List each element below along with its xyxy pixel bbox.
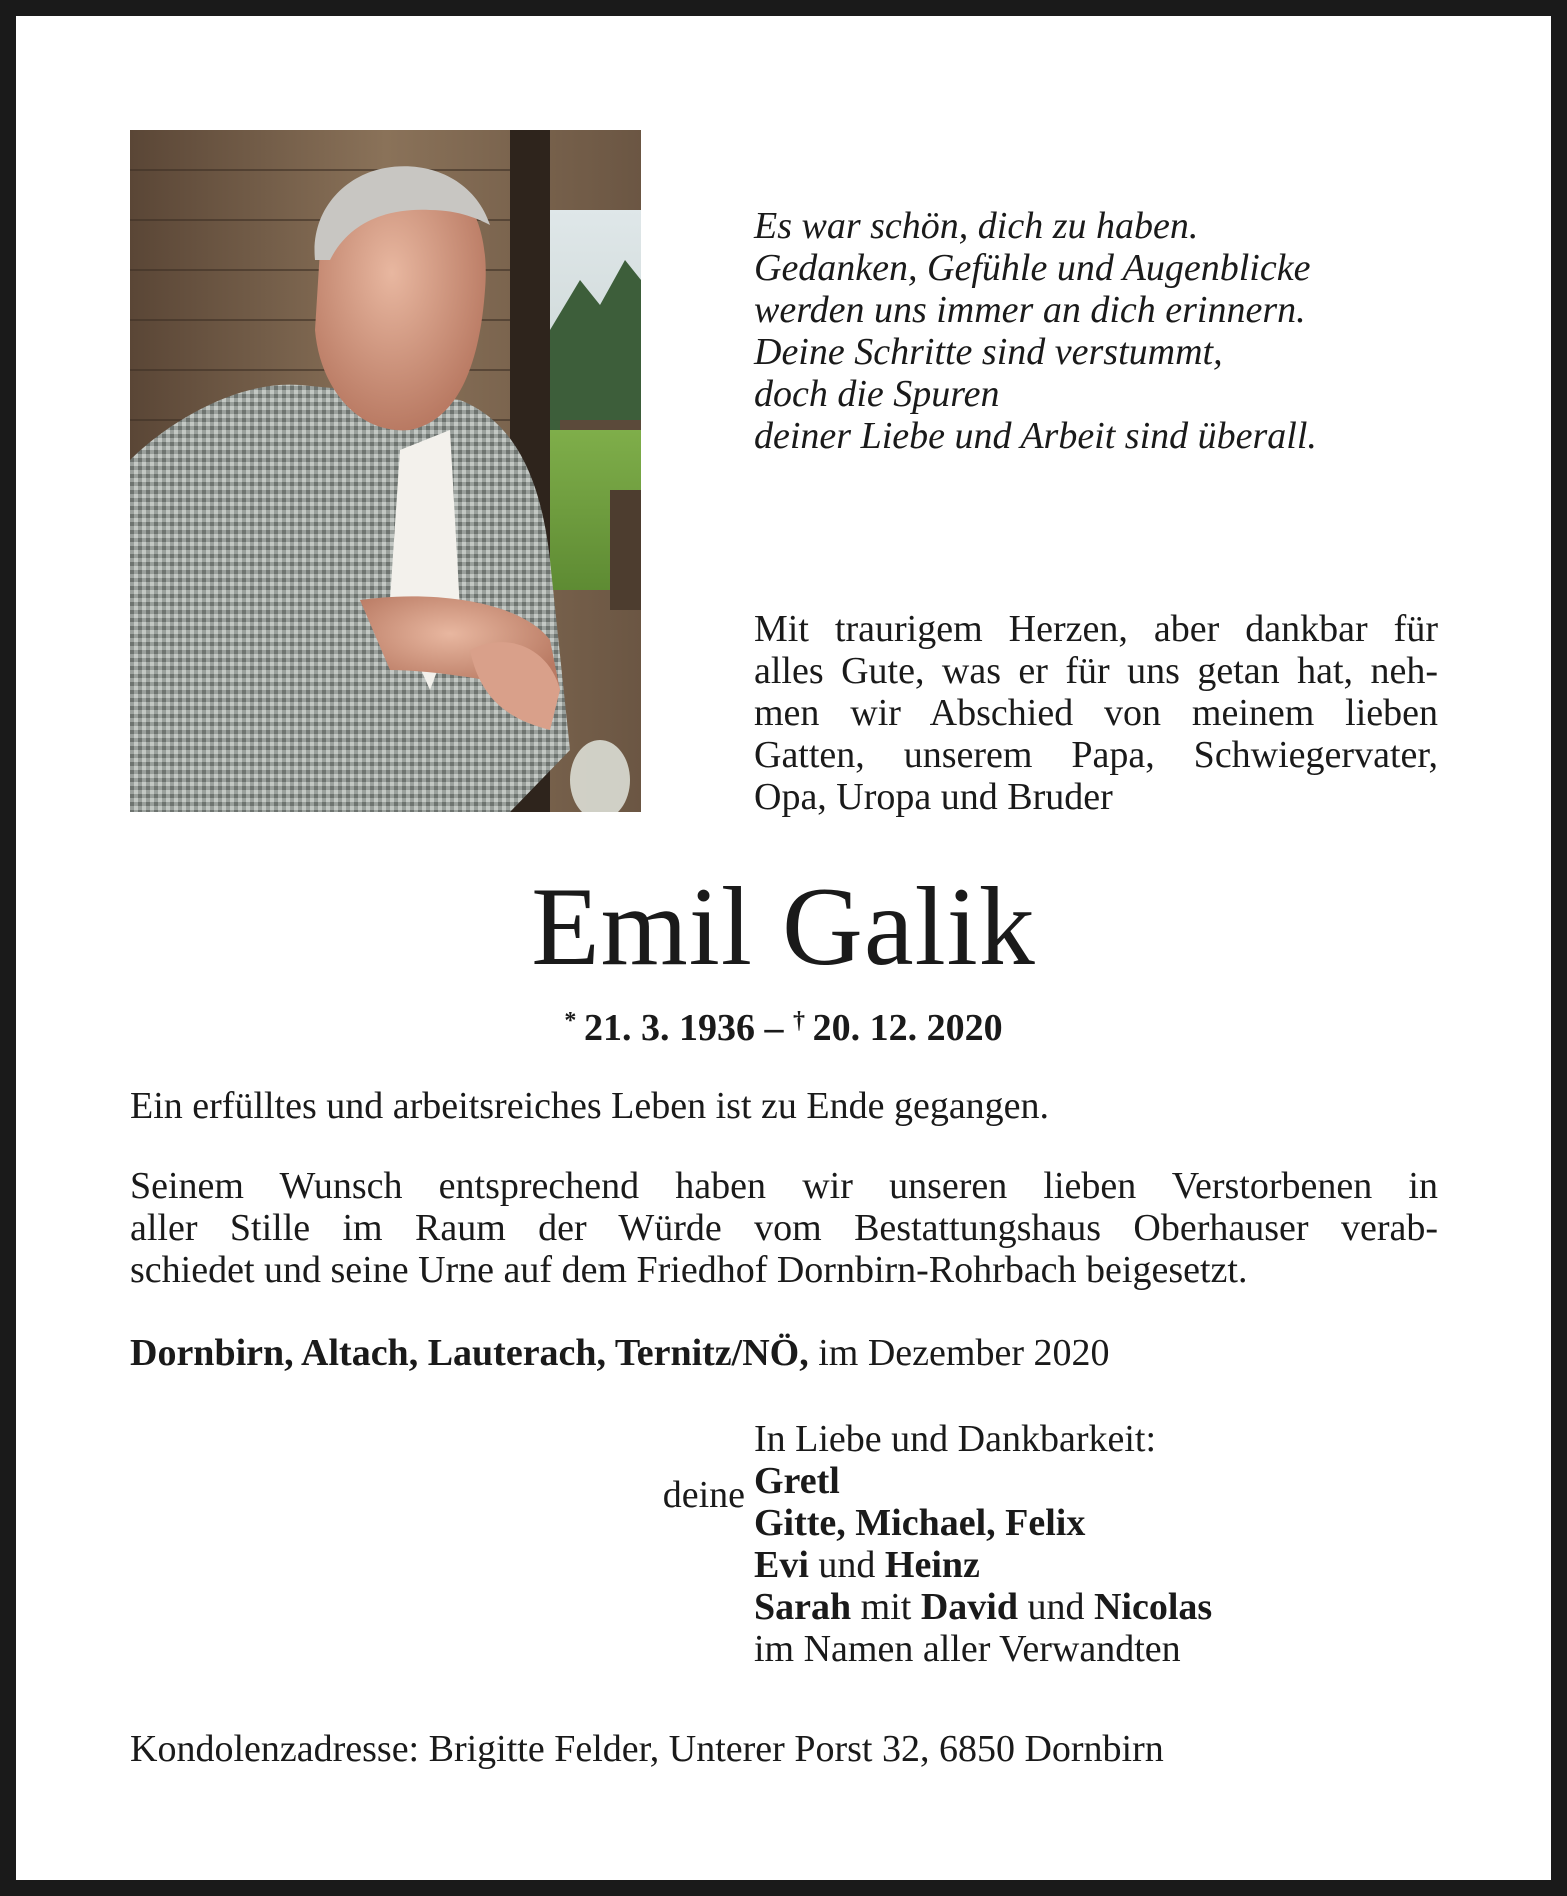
connector-text: mit (851, 1586, 921, 1628)
birth-symbol: * (564, 1008, 577, 1034)
place-date-line (130, 1332, 1438, 1374)
paragraph-funeral-line: schiedet und seine Urne auf dem Friedhof Dornbirn-Rohrbach beigesetzt. (130, 1249, 1248, 1291)
mourner-name: Evi (754, 1544, 809, 1586)
intro-line: Mit traurigem Herzen, aber dankbar für (754, 608, 1438, 650)
connector-text: und (808, 1544, 885, 1586)
mourner-name: Nicolas (1093, 1586, 1213, 1628)
intro-line: men wir Abschied von meinem lieben (754, 692, 1438, 734)
poem-line: doch die Spuren (754, 373, 1000, 415)
paragraph-funeral (130, 1165, 1438, 1291)
paragraph-funeral-line: aller Stille im Raum der Würde vom Bestattungshaus Oberhauser verab- (130, 1207, 1438, 1249)
signoff (754, 1418, 1454, 1670)
life-dates (0, 1000, 1567, 1049)
death-symbol: † (793, 1008, 805, 1034)
intro-line: Gatten, unserem Papa, Schwiegervater, (754, 734, 1438, 776)
place-names: Dornbirn, Altach, Lauterach, Ternitz/NÖ, (130, 1332, 809, 1374)
portrait-photo-icon (130, 130, 641, 812)
mourner-name: Gretl (754, 1460, 840, 1502)
deceased-name: Emil Galik (531, 865, 1036, 989)
date-separator: – (755, 1007, 793, 1049)
paragraph-life: Ein erfülltes und arbeitsreiches Leben ist zu Ende gegangen. (130, 1085, 1050, 1127)
paragraph-funeral-line: Seinem Wunsch entsprechend haben wir unseren lieben Verstorbenen in (130, 1165, 1438, 1207)
mourner-name: Heinz (884, 1544, 980, 1586)
portrait-photo (130, 130, 641, 812)
poem-line: Gedanken, Gefühle und Augenblicke (754, 247, 1311, 289)
poem-line: Deine Schritte sind verstummt, (754, 331, 1223, 373)
mourner-name: Gitte, Michael, Felix (754, 1502, 1086, 1544)
birth-date: 21. 3. 1936 (584, 1007, 755, 1049)
poem-line: werden uns immer an dich erinnern. (754, 289, 1306, 331)
condolence-address: Kondolenzadresse: Brigitte Felder, Unterer Porst 32, 6850 Dornbirn (130, 1728, 1164, 1770)
mourner-name: David (920, 1586, 1018, 1628)
poem-line: Es war schön, dich zu haben. (754, 205, 1199, 247)
connector-text: und (1017, 1586, 1094, 1628)
mourner-name: Sarah (754, 1586, 852, 1628)
intro-line: alles Gute, was er für uns getan hat, neh- (754, 650, 1438, 692)
signoff-heading: In Liebe und Dankbarkeit: (754, 1418, 1157, 1460)
death-date: 20. 12. 2020 (812, 1007, 1003, 1049)
signoff-relatives: im Namen aller Verwandten (754, 1628, 1181, 1670)
poem-line: deiner Liebe und Arbeit sind überall. (754, 415, 1317, 457)
intro-line: Opa, Uropa und Bruder (754, 776, 1113, 818)
place-date: im Dezember 2020 (808, 1332, 1110, 1374)
signoff-prefix: deine (662, 1474, 745, 1516)
poem (754, 205, 1454, 457)
intro-text (754, 608, 1438, 818)
